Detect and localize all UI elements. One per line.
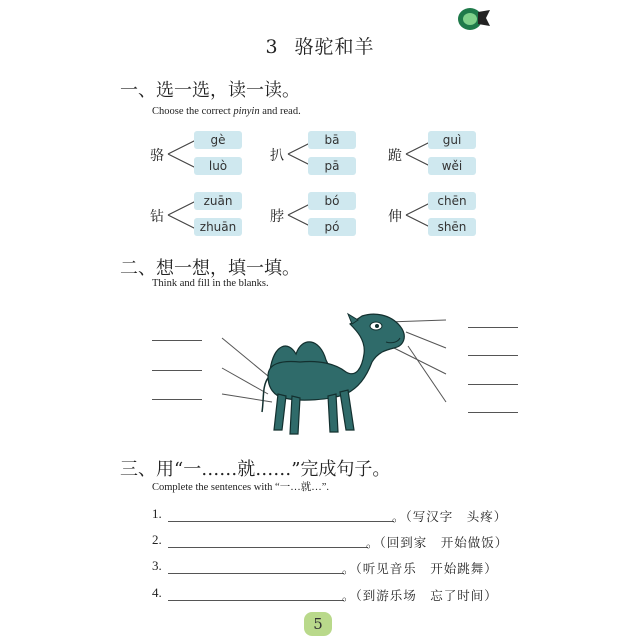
pinyin-option[interactable]: bā: [308, 131, 356, 149]
publisher-logo-icon: [456, 4, 492, 32]
section-1-subtitle: Choose the correct pinyin and read.: [152, 106, 301, 117]
sentence-hint: 。（听见音乐 开始跳舞）: [342, 561, 498, 576]
sentence-number: 3.: [152, 558, 162, 573]
section-1-heading: 一、选一选，读一读。: [120, 80, 300, 101]
pinyin-option[interactable]: pā: [308, 157, 356, 175]
sentence-number: 2.: [152, 532, 162, 547]
pinyin-char: 伸: [388, 209, 402, 225]
sentence-blank[interactable]: [168, 547, 368, 548]
sentence-hint: 。（写汉字 头疼）: [392, 509, 508, 524]
sentence-blank[interactable]: [168, 600, 344, 601]
sentence-number: 1.: [152, 506, 162, 521]
pinyin-char: 脖: [270, 209, 284, 225]
pinyin-char: 钻: [150, 209, 164, 225]
section-3-heading: 三、用“一……就……”完成句子。: [120, 459, 391, 480]
section-2-heading: 二、想一想，填一填。: [120, 258, 300, 279]
pinyin-option[interactable]: wěi: [428, 157, 476, 175]
sentence-hint: 。（到游乐场 忘了时间）: [342, 588, 498, 603]
pinyin-char: 骆: [150, 148, 164, 164]
pinyin-option[interactable]: shēn: [428, 218, 476, 236]
lesson-title: 骆驼和羊: [294, 36, 375, 58]
sentence-hint: 。（回到家 开始做饭）: [366, 535, 509, 550]
sentence-number: 4.: [152, 585, 162, 600]
pinyin-char: 扒: [270, 148, 284, 164]
sentence-blank[interactable]: [168, 521, 394, 522]
pinyin-option[interactable]: gè: [194, 131, 242, 149]
pinyin-option[interactable]: luò: [194, 157, 242, 175]
page-title: [0, 32, 640, 59]
pinyin-option[interactable]: guì: [428, 131, 476, 149]
pinyin-char: 跪: [388, 148, 402, 164]
pinyin-option[interactable]: zuān: [194, 192, 242, 210]
lesson-number: 3: [265, 36, 279, 58]
section-3-subtitle: Complete the sentences with “一…就…”.: [152, 482, 329, 493]
pinyin-option[interactable]: chēn: [428, 192, 476, 210]
pinyin-option[interactable]: bó: [308, 192, 356, 210]
camel-illustration: [150, 290, 480, 450]
pinyin-option[interactable]: zhuān: [194, 218, 242, 236]
pinyin-option[interactable]: pó: [308, 218, 356, 236]
section-2-subtitle: Think and fill in the blanks.: [152, 278, 269, 289]
page-number: 5: [304, 612, 332, 636]
sentence-blank[interactable]: [168, 573, 344, 574]
